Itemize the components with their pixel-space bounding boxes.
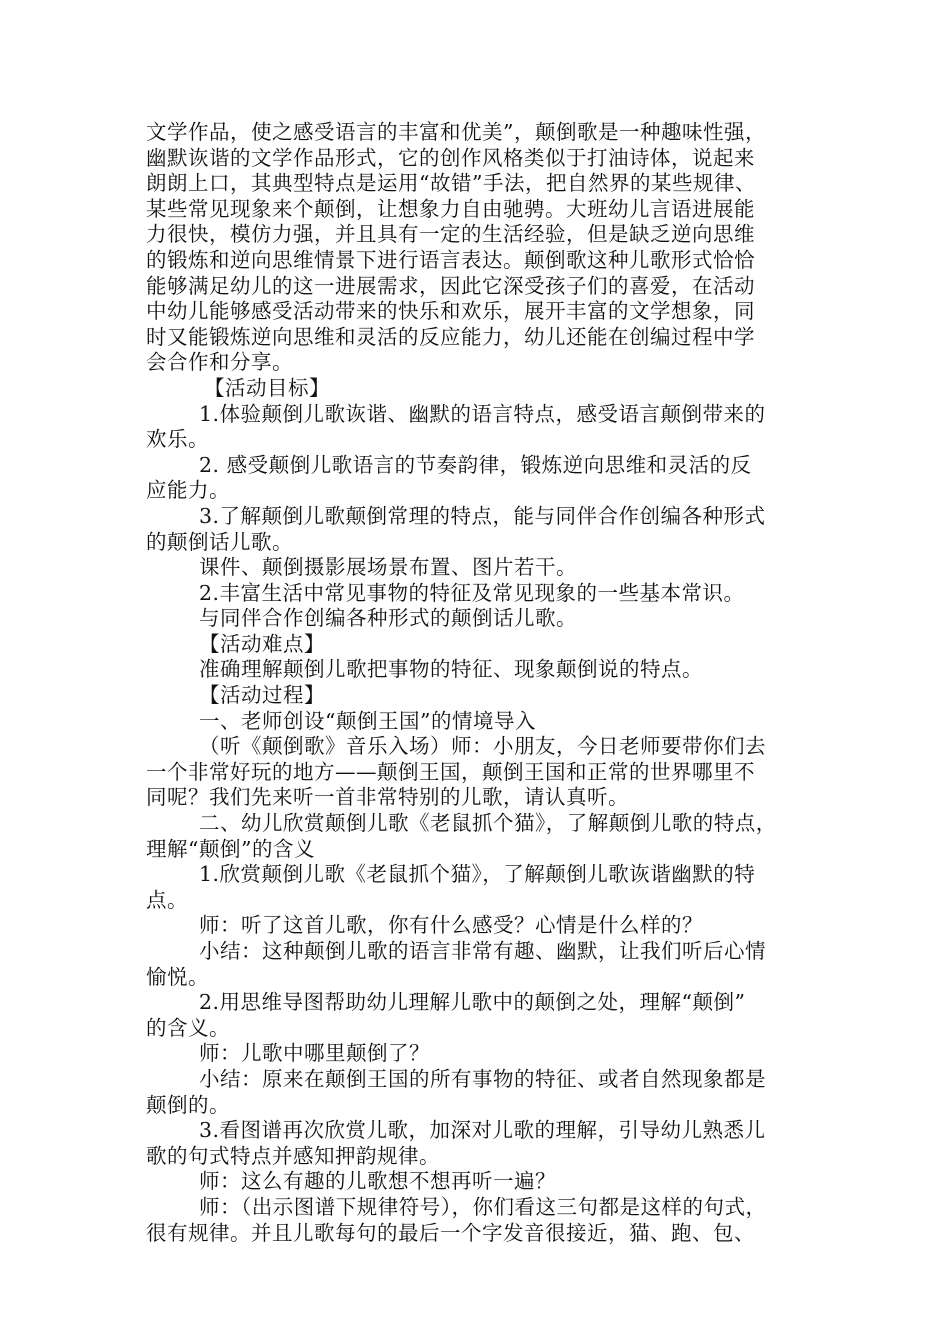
text-line: 小结：原来在颠倒王国的所有事物的特征、或者自然现象都是 [199,1066,766,1091]
text-line: 歌的句式特点并感知押韵规律。 [146,1143,440,1168]
text-line: 师：儿歌中哪里颠倒了？ [199,1041,430,1066]
text-line: 1.体验颠倒儿歌诙谐、幽默的语言特点，感受语言颠倒带来的 [199,401,766,426]
text-line: 与同伴合作创编各种形式的颠倒话儿歌。 [199,606,577,631]
text-line: 的含义。 [146,1015,230,1040]
text-line: 文学作品，使之感受语言的丰富和优美”，颠倒歌是一种趣味性强， [146,120,766,144]
text-line: 准确理解颠倒儿歌把事物的特征、现象颠倒说的特点。 [199,657,703,682]
text-line: 的锻炼和逆向思维情景下进行语言表达。颠倒歌这种儿歌形式恰恰 [146,247,755,272]
text-line: 幽默诙谐的文学作品形式，它的创作风格类似于打油诗体，说起来 [146,145,755,170]
text-line: （听《颠倒歌》音乐入场）师：小朋友，今日老师要带你们去 [199,734,766,759]
text-line: 力很快，模仿力强，并且具有一定的生活经验，但是缺乏逆向思维 [146,222,755,247]
text-line: 一、老师创设“颠倒王国”的情境导入 [199,708,536,733]
section-heading-difficulty: 【活动难点】 [199,631,325,656]
text-line: 某些常见现象来个颠倒，让想象力自由驰骋。大班幼儿言语进展能 [146,196,755,221]
text-line: 3.了解颠倒儿歌颠倒常理的特点，能与同伴合作创编各种形式 [199,503,766,528]
text-line: 中幼儿能够感受活动带来的快乐和欢乐，展开丰富的文学想象，同 [146,299,755,324]
text-line: 会合作和分享。 [146,350,293,375]
text-line: 师：听了这首儿歌，你有什么感受？心情是什么样的？ [199,913,703,938]
text-line: 欢乐。 [146,427,209,452]
text-line: 朗朗上口，其典型特点是运用“故错”手法，把自然界的某些规律、 [146,171,756,196]
text-line: 1.欣赏颠倒儿歌《老鼠抓个猫》，了解颠倒儿歌诙谐幽默的特 [199,862,756,887]
text-line: 二、幼儿欣赏颠倒儿歌《老鼠抓个猫》，了解颠倒儿歌的特点， [199,811,777,836]
text-line: 课件、颠倒摄影展场景布置、图片若干。 [199,555,577,580]
text-line: 2. 感受颠倒儿歌语言的节奏韵律，锻炼逆向思维和灵活的反 [199,452,752,477]
text-line: 点。 [146,887,188,912]
text-line: 应能力。 [146,478,230,503]
text-line: 颠倒的。 [146,1092,230,1117]
text-line: 2.丰富生活中常见事物的特征及常见现象的一些基本常识。 [199,580,745,605]
text-line: 时又能锻炼逆向思维和灵活的反应能力，幼儿还能在创编过程中学 [146,324,755,349]
text-line: 的颠倒话儿歌。 [146,529,293,554]
text-line: 小结：这种颠倒儿歌的语言非常有趣、幽默，让我们听后心情 [199,939,766,963]
text-line: 师：这么有趣的儿歌想不想再听一遍？ [199,1169,556,1194]
section-heading-process: 【活动过程】 [199,683,325,708]
text-line: 能够满足幼儿的这一进展需求，因此它深受孩子们的喜爱，在活动 [146,273,755,298]
document-body [146,120,816,1246]
text-line: 师：（出示图谱下规律符号），你们看这三句都是这样的句式， [199,1194,767,1219]
text-line: 同呢？我们先来听一首非常特别的儿歌，请认真听。 [146,785,629,810]
text-line: 一个非常好玩的地方——颠倒王国，颠倒王国和正常的世界哪里不 [146,759,755,784]
text-line: 2.用思维导图帮助幼儿理解儿歌中的颠倒之处，理解“颠倒” [199,990,746,1015]
text-line: 理解“颠倒”的含义 [146,836,315,861]
section-heading-goals: 【活动目标】 [204,375,330,400]
text-line: 很有规律。并且儿歌每句的最后一个字发音很接近，猫、跑、包、 [146,1220,755,1245]
text-line: 愉悦。 [146,964,209,989]
text-line: 3.看图谱再次欣赏儿歌，加深对儿歌的理解，引导幼儿熟悉儿 [199,1118,766,1143]
